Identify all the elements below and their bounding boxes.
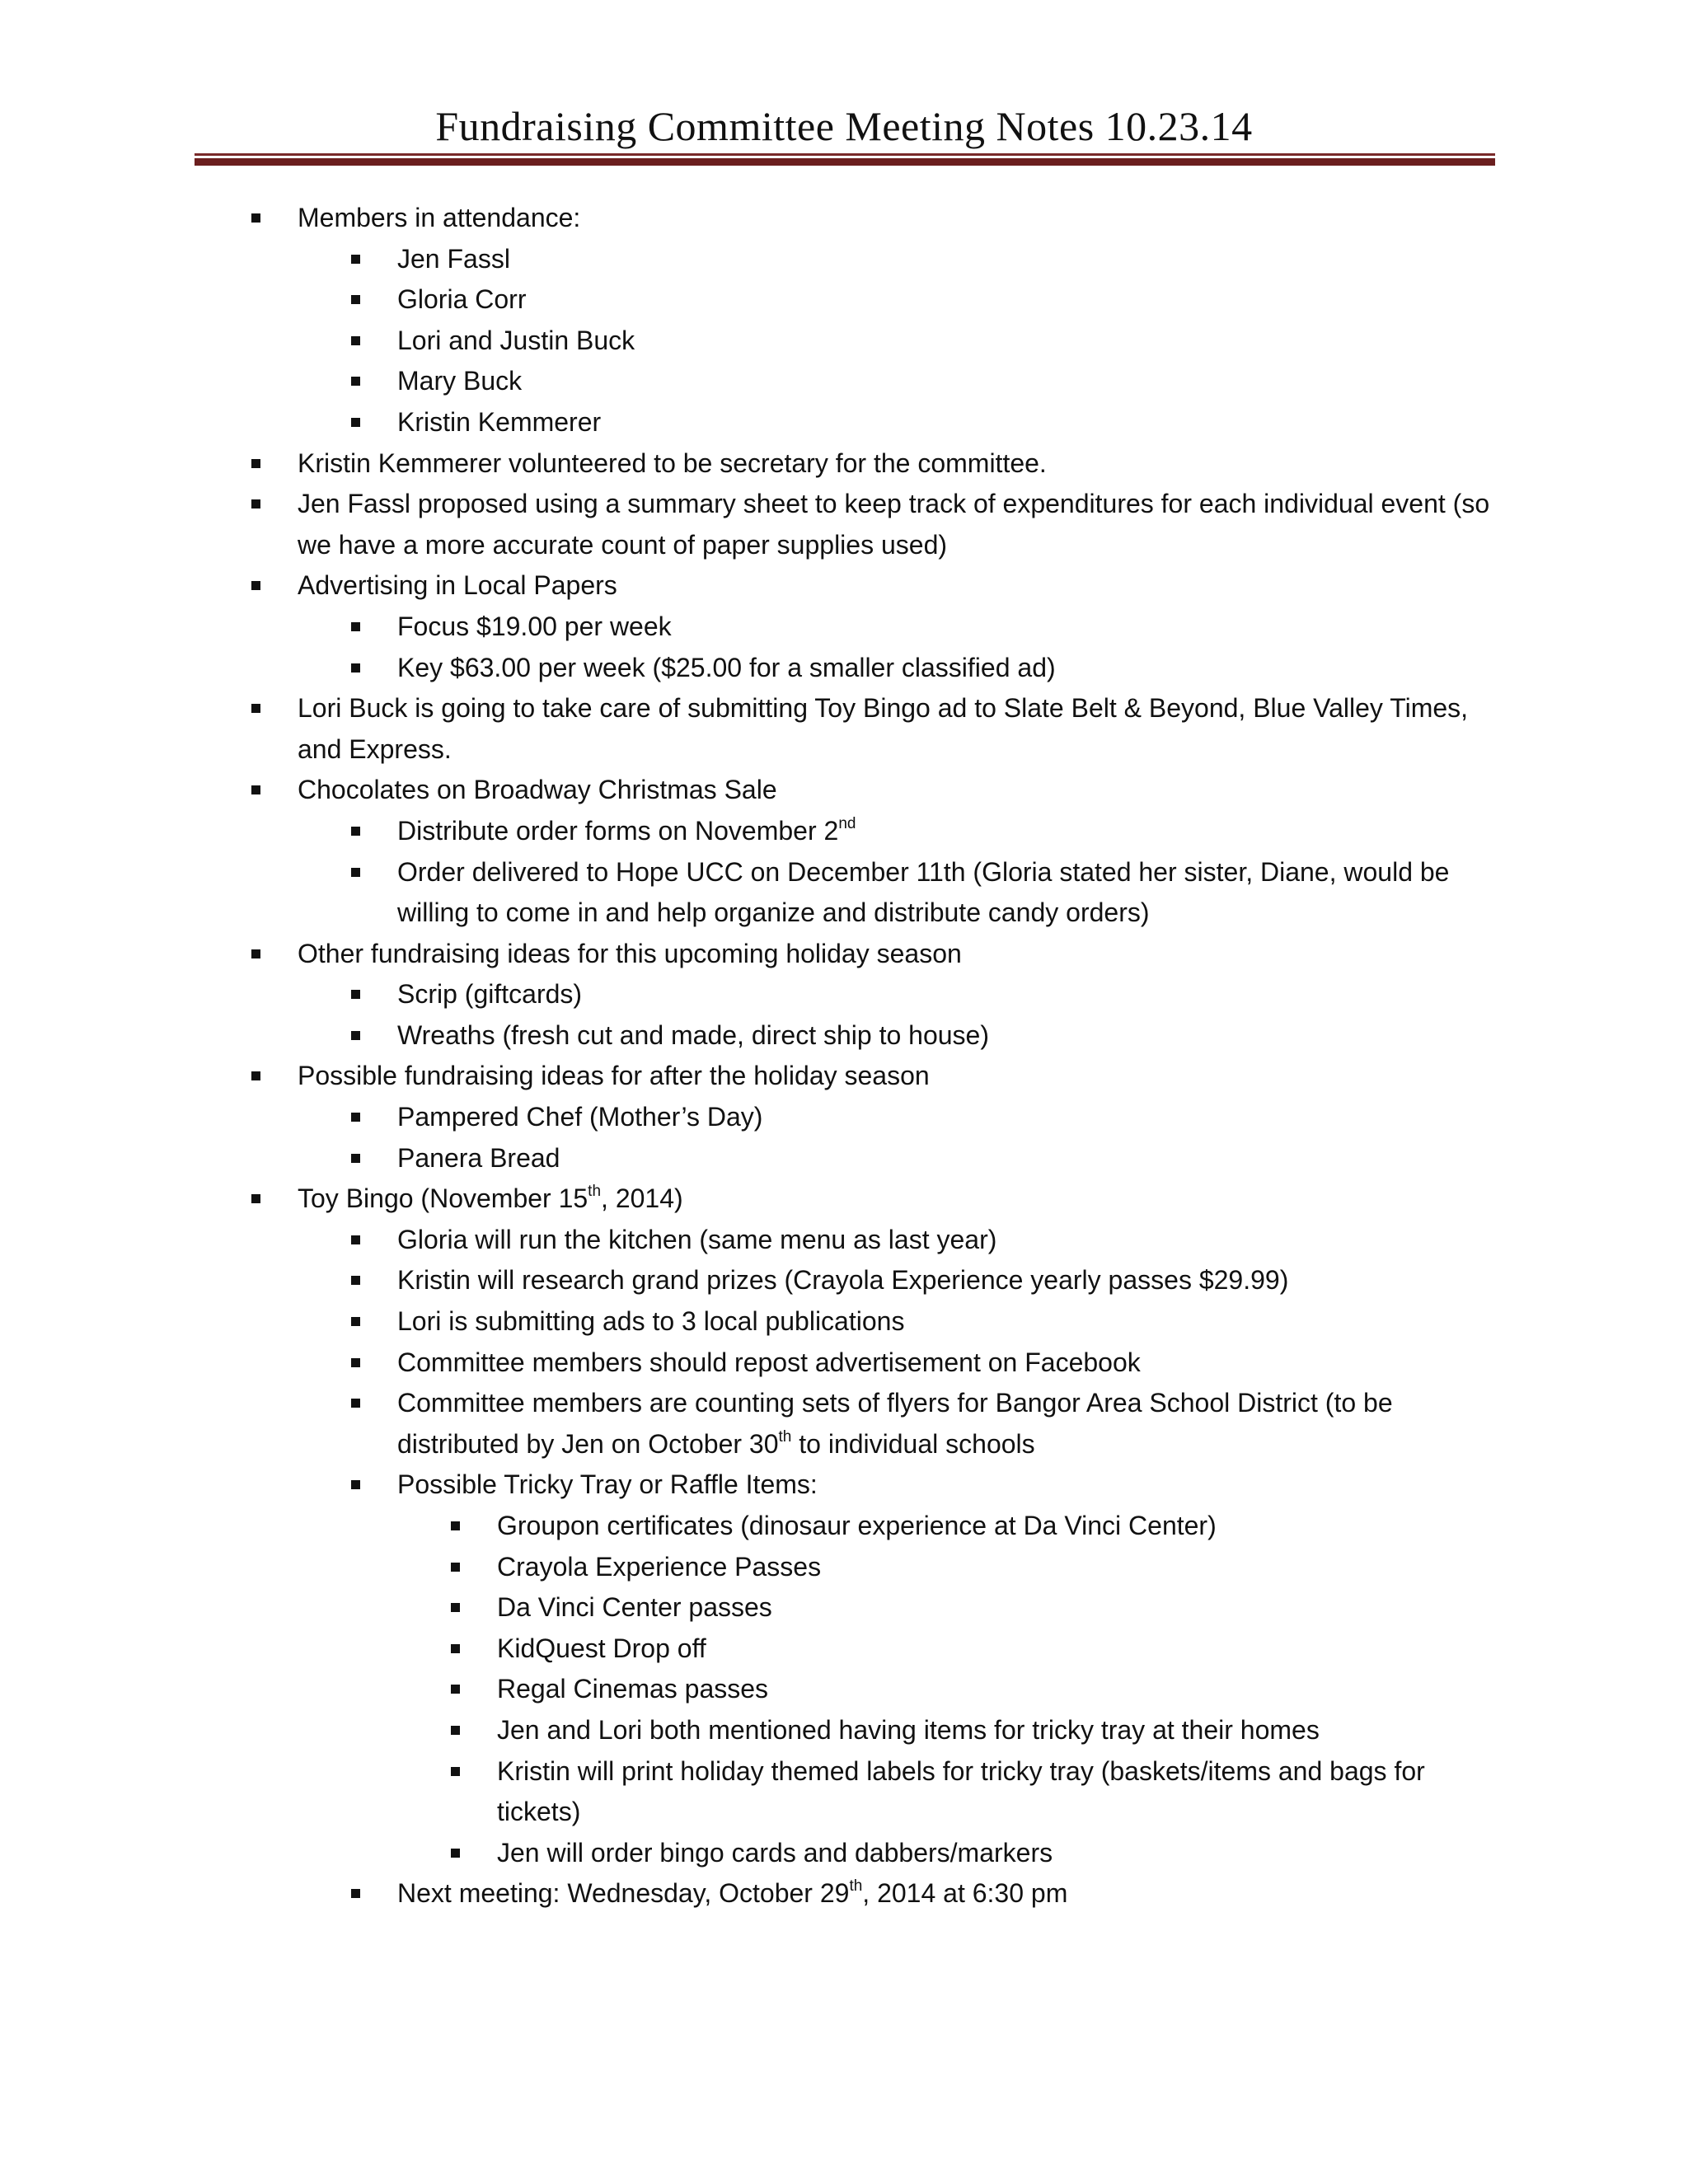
note-text: Kristin will research grand prizes (Crayola Experience yearly passes $29.99) bbox=[397, 1265, 1289, 1296]
square-bullet-icon bbox=[251, 949, 260, 958]
square-bullet-icon bbox=[251, 704, 260, 713]
note-text: Jen and Lori both mentioned having items for tricky tray at their homes bbox=[497, 1714, 1320, 1745]
note-text: Key $63.00 per week ($25.00 for a smaller classified ad) bbox=[397, 652, 1056, 682]
note-text: Jen will order bingo cards and dabbers/markers bbox=[497, 1837, 1053, 1868]
note-item-level-1 bbox=[0, 688, 1688, 770]
square-bullet-icon bbox=[351, 1276, 360, 1285]
note-text: Advertising in Local Papers bbox=[298, 570, 617, 601]
note-text: KidQuest Drop off bbox=[497, 1633, 706, 1663]
note-item-level-1 bbox=[0, 770, 1688, 811]
ordinal-superscript: th bbox=[849, 1877, 863, 1896]
note-text: Gloria will run the kitchen (same menu as last year) bbox=[397, 1224, 997, 1254]
square-bullet-icon bbox=[451, 1767, 460, 1776]
note-text: Jen Fassl bbox=[397, 243, 510, 274]
square-bullet-icon bbox=[351, 418, 360, 427]
square-bullet-icon bbox=[351, 336, 360, 345]
note-item-level-2 bbox=[0, 1383, 1688, 1465]
note-item-level-3 bbox=[0, 1547, 1688, 1588]
note-text-continued: , 2014 at 6:30 pm bbox=[862, 1878, 1068, 1909]
note-item-level-1 bbox=[0, 484, 1688, 565]
note-text: Focus $19.00 per week bbox=[397, 611, 672, 641]
note-item-level-2 bbox=[0, 402, 1688, 443]
note-item-level-2 bbox=[0, 1343, 1688, 1384]
note-item-level-1 bbox=[0, 1179, 1688, 1220]
note-text: Pampered Chef (Mother’s Day) bbox=[397, 1102, 763, 1132]
square-bullet-icon bbox=[351, 868, 360, 877]
note-text: Order delivered to Hope UCC on December 11th (Gloria stated her sister, Diane, would be willing to come in and help organize and distribute candy orders) bbox=[397, 856, 1450, 928]
square-bullet-icon bbox=[351, 295, 360, 304]
square-bullet-icon bbox=[251, 581, 260, 590]
square-bullet-icon bbox=[351, 1889, 360, 1898]
meeting-notes-list bbox=[0, 198, 1688, 1915]
note-text: Members in attendance: bbox=[298, 203, 581, 232]
note-item-level-3 bbox=[0, 1587, 1688, 1629]
note-item-level-2 bbox=[0, 1220, 1688, 1261]
note-text: Other fundraising ideas for this upcoming holiday season bbox=[298, 938, 962, 968]
note-text: Mary Buck bbox=[397, 366, 523, 396]
note-item-level-1 bbox=[0, 443, 1688, 485]
note-text: Distribute order forms on November 2 bbox=[397, 815, 839, 846]
title-rule-thin bbox=[195, 153, 1495, 156]
note-item-level-2 bbox=[0, 1873, 1688, 1915]
square-bullet-icon bbox=[351, 622, 360, 631]
square-bullet-icon bbox=[251, 1071, 260, 1080]
note-text: Da Vinci Center passes bbox=[497, 1592, 772, 1623]
ordinal-superscript: th bbox=[778, 1427, 792, 1446]
note-text: Committee members are counting sets of flyers for Bangor Area School District (to be distributed by Jen on October 30 bbox=[397, 1388, 1393, 1459]
square-bullet-icon bbox=[351, 1480, 360, 1489]
square-bullet-icon bbox=[451, 1563, 460, 1572]
square-bullet-icon bbox=[351, 1358, 360, 1367]
note-item-level-3 bbox=[0, 1506, 1688, 1547]
ordinal-superscript: nd bbox=[838, 814, 856, 832]
note-item-level-2 bbox=[0, 279, 1688, 321]
note-item-level-3 bbox=[0, 1669, 1688, 1710]
title-rule-thick bbox=[195, 158, 1495, 166]
square-bullet-icon bbox=[451, 1849, 460, 1858]
note-item-level-1 bbox=[0, 1056, 1688, 1097]
note-text: Chocolates on Broadway Christmas Sale bbox=[298, 775, 777, 805]
note-text: Groupon certificates (dinosaur experience at Da Vinci Center) bbox=[497, 1511, 1217, 1540]
note-text: Lori and Justin Buck bbox=[397, 325, 635, 355]
square-bullet-icon bbox=[451, 1726, 460, 1735]
note-item-level-2 bbox=[0, 1301, 1688, 1343]
note-item-level-1 bbox=[0, 198, 1688, 239]
square-bullet-icon bbox=[451, 1685, 460, 1694]
note-item-level-2 bbox=[0, 648, 1688, 689]
square-bullet-icon bbox=[251, 499, 260, 509]
note-item-level-3 bbox=[0, 1751, 1688, 1833]
note-text: Lori is submitting ads to 3 local publications bbox=[397, 1306, 905, 1337]
note-item-level-3 bbox=[0, 1710, 1688, 1751]
square-bullet-icon bbox=[451, 1521, 460, 1530]
note-item-level-3 bbox=[0, 1629, 1688, 1670]
square-bullet-icon bbox=[351, 1031, 360, 1040]
page-title: Fundraising Committee Meeting Notes 10.23.14 bbox=[435, 103, 1253, 149]
ordinal-superscript: th bbox=[588, 1183, 602, 1200]
note-text: Gloria Corr bbox=[397, 284, 527, 315]
note-text-continued: to individual schools bbox=[791, 1428, 1035, 1459]
note-text: Possible fundraising ideas for after the holiday season bbox=[298, 1061, 930, 1091]
square-bullet-icon bbox=[251, 1194, 260, 1203]
note-item-level-1 bbox=[0, 934, 1688, 975]
note-item-level-2 bbox=[0, 321, 1688, 362]
note-item-level-2 bbox=[0, 1138, 1688, 1179]
square-bullet-icon bbox=[451, 1603, 460, 1612]
square-bullet-icon bbox=[351, 1113, 360, 1122]
square-bullet-icon bbox=[351, 377, 360, 386]
square-bullet-icon bbox=[351, 255, 360, 264]
square-bullet-icon bbox=[351, 663, 360, 673]
note-item-level-2 bbox=[0, 1015, 1688, 1057]
note-item-level-2 bbox=[0, 852, 1688, 934]
note-text: Toy Bingo (November 15 bbox=[298, 1183, 588, 1214]
note-text: Regal Cinemas passes bbox=[497, 1674, 769, 1704]
note-text: Crayola Experience Passes bbox=[497, 1551, 822, 1582]
note-text-continued: , 2014) bbox=[601, 1183, 683, 1214]
note-item-level-2 bbox=[0, 1465, 1688, 1506]
note-text: Next meeting: Wednesday, October 29 bbox=[397, 1878, 850, 1909]
note-text: Panera Bread bbox=[397, 1142, 560, 1173]
square-bullet-icon bbox=[351, 827, 360, 836]
note-text: Kristin Kemmerer volunteered to be secretary for the committee. bbox=[298, 448, 1047, 478]
note-item-level-2 bbox=[0, 239, 1688, 280]
square-bullet-icon bbox=[351, 1317, 360, 1326]
square-bullet-icon bbox=[451, 1644, 460, 1653]
square-bullet-icon bbox=[251, 213, 260, 223]
note-text: Lori Buck is going to take care of submitting Toy Bingo ad to Slate Belt & Beyond, Blue Valley Times, and Express. bbox=[298, 693, 1469, 764]
note-item-level-2 bbox=[0, 1260, 1688, 1301]
note-text: Kristin Kemmerer bbox=[397, 406, 602, 437]
note-text: Committee members should repost advertisement on Facebook bbox=[397, 1347, 1141, 1377]
note-item-level-2 bbox=[0, 607, 1688, 648]
square-bullet-icon bbox=[351, 1399, 360, 1408]
note-item-level-2 bbox=[0, 1097, 1688, 1138]
note-text: Scrip (giftcards) bbox=[397, 979, 583, 1010]
note-item-level-1 bbox=[0, 565, 1688, 607]
note-item-level-3 bbox=[0, 1833, 1688, 1874]
note-text: Kristin will print holiday themed labels for tricky tray (baskets/items and bags for tickets) bbox=[497, 1755, 1425, 1827]
note-text: Wreaths (fresh cut and made, direct ship to house) bbox=[397, 1019, 989, 1050]
note-text: Possible Tricky Tray or Raffle Items: bbox=[397, 1469, 818, 1500]
note-item-level-2 bbox=[0, 974, 1688, 1015]
square-bullet-icon bbox=[251, 459, 260, 468]
square-bullet-icon bbox=[351, 1235, 360, 1244]
square-bullet-icon bbox=[251, 785, 260, 794]
note-item-level-2 bbox=[0, 811, 1688, 852]
note-item-level-2 bbox=[0, 361, 1688, 402]
square-bullet-icon bbox=[351, 1154, 360, 1163]
square-bullet-icon bbox=[351, 990, 360, 999]
note-text: Jen Fassl proposed using a summary sheet to keep track of expenditures for each individual event (so we have a more accurate count of paper supplies used) bbox=[298, 489, 1490, 560]
